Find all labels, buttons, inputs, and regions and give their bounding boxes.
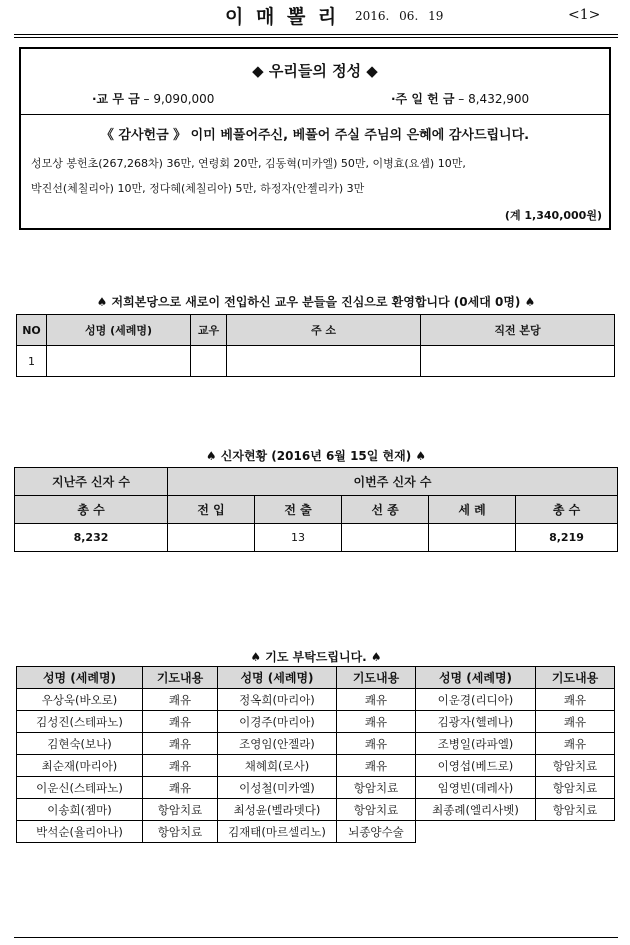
value-transfer-in bbox=[168, 524, 255, 552]
col-believer: 교우 bbox=[191, 315, 227, 346]
donors-line-2: 박진선(체칠리아) 10만, 정다혜(체칠리아) 5만, 하정자(안젤리카) 3만 bbox=[31, 182, 365, 195]
cell: 우상욱(바오로) bbox=[17, 689, 143, 711]
col-address: 주 소 bbox=[227, 315, 421, 346]
value-transfer-out: 13 bbox=[255, 524, 342, 552]
cell: 뇌종양수술 bbox=[337, 821, 416, 843]
sub-header-total-this: 총 수 bbox=[516, 496, 618, 524]
table-row bbox=[17, 346, 615, 377]
page-number: <1> bbox=[568, 7, 601, 23]
cell: 항암치료 bbox=[337, 777, 416, 799]
sub-header-deceased: 선 종 bbox=[342, 496, 429, 524]
table-row bbox=[17, 733, 615, 755]
cell: 채혜희(로사) bbox=[218, 755, 337, 777]
table-row bbox=[17, 689, 615, 711]
education-fund bbox=[92, 90, 214, 107]
cell bbox=[191, 346, 227, 377]
cell: 항암치료 bbox=[536, 799, 615, 821]
cell: 이운경(리디아) bbox=[416, 689, 536, 711]
believers-table bbox=[14, 467, 618, 552]
offering-total: (계 1,340,000원) bbox=[504, 209, 602, 222]
col-content-1: 기도내용 bbox=[143, 667, 218, 689]
cell: 쾌유 bbox=[536, 733, 615, 755]
cell: 항암치료 bbox=[536, 777, 615, 799]
col-name-2: 성명 (세례명) bbox=[218, 667, 337, 689]
cell: 이영섭(베드로) bbox=[416, 755, 536, 777]
cell: 쾌유 bbox=[143, 777, 218, 799]
cell: 김성진(스테파노) bbox=[17, 711, 143, 733]
prayer-title: ♠ 기도 부탁드립니다. ♠ bbox=[250, 650, 382, 664]
bulletin-date: 2016. 06. 19 bbox=[355, 9, 444, 23]
cell: 조영임(안젤라) bbox=[218, 733, 337, 755]
table-row bbox=[17, 821, 615, 843]
donors-line-1: 성모상 봉헌초(267,268차) 36만, 연령회 20만, 김동혁(미카엘) 50만, 이병효(요셉) 10만, bbox=[31, 157, 466, 170]
cell: 이성철(미카엘) bbox=[218, 777, 337, 799]
col-name: 성명 (세례명) bbox=[47, 315, 191, 346]
thanks-offering-title: 《 감사헌금 》 이미 베풀어주신, 베풀어 주실 주님의 은혜에 감사드립니다. bbox=[100, 128, 530, 143]
cell bbox=[47, 346, 191, 377]
col-name-3: 성명 (세례명) bbox=[416, 667, 536, 689]
prayer-table bbox=[16, 666, 615, 843]
col-content-2: 기도내용 bbox=[337, 667, 416, 689]
offering-divider bbox=[21, 114, 609, 115]
cell: 이운신(스테파노) bbox=[17, 777, 143, 799]
value-deceased bbox=[342, 524, 429, 552]
cell: 쾌유 bbox=[536, 711, 615, 733]
believers-title: ♠ 신자현황 (2016년 6월 15일 현재) ♠ bbox=[205, 449, 427, 463]
cell: 항암치료 bbox=[143, 821, 218, 843]
cell: 임영빈(데레사) bbox=[416, 777, 536, 799]
table-row bbox=[17, 777, 615, 799]
cell: 이경주(마리아) bbox=[218, 711, 337, 733]
this-week-header: 이번주 신자 수 bbox=[168, 468, 618, 496]
newcomers-title: ♠ 저희본당으로 새로이 전입하신 교우 분들을 진심으로 환영합니다 (0세대 0명) ♠ bbox=[96, 295, 536, 309]
cell: 쾌유 bbox=[143, 733, 218, 755]
cell: 쾌유 bbox=[337, 711, 416, 733]
value-total-this: 8,219 bbox=[516, 524, 618, 552]
table-row bbox=[17, 711, 615, 733]
value-baptism bbox=[429, 524, 516, 552]
cell bbox=[421, 346, 615, 377]
last-week-header: 지난주 신자 수 bbox=[15, 468, 168, 496]
sub-header-transfer-out: 전 출 bbox=[255, 496, 342, 524]
cell: 쾌유 bbox=[337, 755, 416, 777]
cell: 쾌유 bbox=[337, 733, 416, 755]
cell: 쾌유 bbox=[143, 689, 218, 711]
cell: 이송희(젬마) bbox=[17, 799, 143, 821]
cell: 최순재(마리아) bbox=[17, 755, 143, 777]
cell bbox=[227, 346, 421, 377]
newcomers-table bbox=[16, 314, 615, 377]
table-row bbox=[15, 524, 618, 552]
cell: 쾌유 bbox=[536, 689, 615, 711]
offering-title: ◆ 우리들의 정성 ◆ bbox=[252, 62, 378, 80]
cell: 최종례(엘리사벳) bbox=[416, 799, 536, 821]
sub-header-baptism: 세 례 bbox=[429, 496, 516, 524]
empty-cell bbox=[416, 821, 536, 843]
cell: 박석순(율리아나) bbox=[17, 821, 143, 843]
cell: 1 bbox=[17, 346, 47, 377]
sub-header-transfer-in: 전 입 bbox=[168, 496, 255, 524]
cell: 쾌유 bbox=[143, 711, 218, 733]
empty-cell bbox=[536, 821, 615, 843]
header-divider bbox=[14, 34, 618, 35]
footer-divider bbox=[14, 937, 618, 938]
education-label: ·교 무 금 bbox=[92, 92, 140, 106]
cell: 정옥희(마리아) bbox=[218, 689, 337, 711]
education-value: – 9,090,000 bbox=[143, 92, 215, 106]
cell: 김재태(마르셀리노) bbox=[218, 821, 337, 843]
sub-header-total-last: 총 수 bbox=[15, 496, 168, 524]
cell: 김광자(헬레나) bbox=[416, 711, 536, 733]
col-name-1: 성명 (세례명) bbox=[17, 667, 143, 689]
header-divider-2 bbox=[14, 37, 618, 38]
col-content-3: 기도내용 bbox=[536, 667, 615, 689]
cell: 항암치료 bbox=[143, 799, 218, 821]
col-prev-parish: 직전 본당 bbox=[421, 315, 615, 346]
sunday-label: ·주 일 헌 금 bbox=[391, 92, 455, 106]
cell: 항암치료 bbox=[337, 799, 416, 821]
cell: 항암치료 bbox=[536, 755, 615, 777]
cell: 김현숙(보나) bbox=[17, 733, 143, 755]
cell: 쾌유 bbox=[337, 689, 416, 711]
sunday-offering bbox=[391, 90, 529, 107]
cell: 조병일(라파엘) bbox=[416, 733, 536, 755]
sunday-value: – 8,432,900 bbox=[458, 92, 530, 106]
cell: 쾌유 bbox=[143, 755, 218, 777]
table-row bbox=[17, 799, 615, 821]
bulletin-title: 이 매 뽈 리 bbox=[225, 6, 340, 28]
cell: 최성윤(벨라뎃다) bbox=[218, 799, 337, 821]
table-row bbox=[17, 755, 615, 777]
col-no: NO bbox=[17, 315, 47, 346]
value-total-last: 8,232 bbox=[15, 524, 168, 552]
